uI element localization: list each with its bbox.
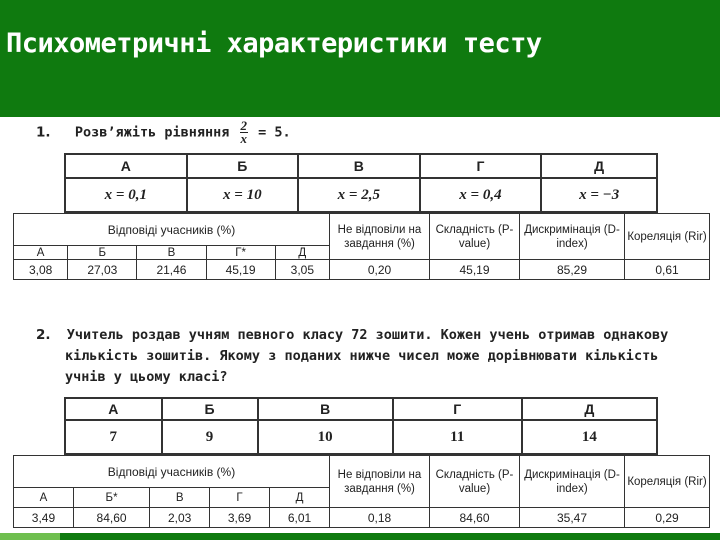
q2-answer-percent: 84,60 xyxy=(73,508,149,528)
q1-fraction xyxy=(240,120,249,145)
q1-answer-letter: Г* xyxy=(206,246,275,260)
q2-answer-letter: Б* xyxy=(73,488,149,508)
q1-no-answer-value: 0,20 xyxy=(330,260,430,280)
q2-option-value: 9 xyxy=(162,420,258,454)
footer-accent xyxy=(0,533,60,540)
q2-number: 2. xyxy=(36,327,51,343)
q2-answer-percent: 2,03 xyxy=(150,508,210,528)
q1-prompt xyxy=(36,120,291,145)
q2-stats-table xyxy=(13,455,710,528)
q2-option-value: 14 xyxy=(522,420,657,454)
q1-options-table xyxy=(64,153,658,213)
q2-answer-letter: Г xyxy=(210,488,270,508)
q2-answer-letter: А xyxy=(14,488,74,508)
q1-text-before: Розв’яжіть рівняння xyxy=(74,124,230,141)
q1-answer-percent: 45,19 xyxy=(206,260,275,280)
q2-text-line-3: учнів у цьому класі? xyxy=(65,369,228,385)
q1-answer-letter: А xyxy=(14,246,68,260)
q2-option-letter: Д xyxy=(522,398,657,420)
q2-difficulty-header: Складність (P-value) xyxy=(430,456,520,508)
q2-option-letter: А xyxy=(65,398,162,420)
q2-correlation-value: 0,29 xyxy=(625,508,710,528)
q2-discrimination-header: Дискримінація (D-index) xyxy=(520,456,625,508)
q1-option-letter: В xyxy=(298,154,420,178)
q1-answer-percent: 3,08 xyxy=(14,260,68,280)
q1-option-value: x = 0,1 xyxy=(65,178,187,212)
q2-option-letter: В xyxy=(258,398,393,420)
q1-frac-numerator: 2 xyxy=(240,118,247,133)
slide-footer-bar xyxy=(0,533,720,540)
q1-answer-percent: 27,03 xyxy=(68,260,137,280)
q2-no-answer-header: Не відповіли на завдання (%) xyxy=(330,456,430,508)
q2-option-value: 10 xyxy=(258,420,393,454)
q1-frac-denominator: x xyxy=(240,131,247,146)
q2-line-1 xyxy=(36,325,668,346)
q2-answers-header: Відповіді учасників (%) xyxy=(14,456,330,488)
q2-text-line-1: Учитель роздав учням певного класу 72 зошити. Кожен учень отримав однакову xyxy=(66,327,669,343)
q1-option-letter: А xyxy=(65,154,187,178)
q2-discrimination-value: 35,47 xyxy=(520,508,625,528)
q2-option-letter: Б xyxy=(162,398,258,420)
q1-no-answer-header: Не відповіли на завдання (%) xyxy=(330,214,430,260)
q1-discrimination-value: 85,29 xyxy=(520,260,625,280)
q2-answer-letter: В xyxy=(150,488,210,508)
q1-answer-letter: Д xyxy=(275,246,329,260)
q1-correlation-header: Кореляція (Rir) xyxy=(625,214,710,260)
q1-answer-letter: В xyxy=(137,246,206,260)
q1-option-letter: Д xyxy=(541,154,657,178)
q1-option-value: x = 0,4 xyxy=(420,178,542,212)
q2-no-answer-value: 0,18 xyxy=(330,508,430,528)
q2-answer-percent: 6,01 xyxy=(269,508,329,528)
q1-option-value: x = 2,5 xyxy=(298,178,420,212)
q2-options-table xyxy=(64,397,658,455)
q2-option-value: 11 xyxy=(393,420,522,454)
q2-correlation-header: Кореляція (Rir) xyxy=(625,456,710,508)
q1-option-value: x = 10 xyxy=(187,178,298,212)
q1-option-value: x = −3 xyxy=(541,178,657,212)
q2-prompt xyxy=(36,325,668,388)
q1-option-letter: Г xyxy=(420,154,542,178)
q2-text-line-2: кількість зошитів. Якому з поданих нижче чисел може дорівнювати кількість xyxy=(65,348,659,364)
q1-text-after: = 5. xyxy=(258,124,291,141)
q2-difficulty-value: 84,60 xyxy=(430,508,520,528)
q2-option-value: 7 xyxy=(65,420,162,454)
q1-option-letter: Б xyxy=(187,154,298,178)
q1-answer-percent: 3,05 xyxy=(275,260,329,280)
q1-stats-table xyxy=(13,213,710,280)
slide-title: Психометричні характеристики тесту xyxy=(6,28,542,59)
q2-option-letter: Г xyxy=(393,398,522,420)
q2-answer-percent: 3,49 xyxy=(14,508,74,528)
q1-discrimination-header: Дискримінація (D-index) xyxy=(520,214,625,260)
q2-answer-letter: Д xyxy=(269,488,329,508)
q1-correlation-value: 0,61 xyxy=(625,260,710,280)
q1-answers-header: Відповіді учасників (%) xyxy=(14,214,330,246)
q1-answer-letter: Б xyxy=(68,246,137,260)
q1-difficulty-header: Складність (P-value) xyxy=(430,214,520,260)
slide-header xyxy=(0,0,720,117)
q1-answer-percent: 21,46 xyxy=(137,260,206,280)
q1-number: 1. xyxy=(36,124,51,141)
q1-difficulty-value: 45,19 xyxy=(430,260,520,280)
q2-answer-percent: 3,69 xyxy=(210,508,270,528)
